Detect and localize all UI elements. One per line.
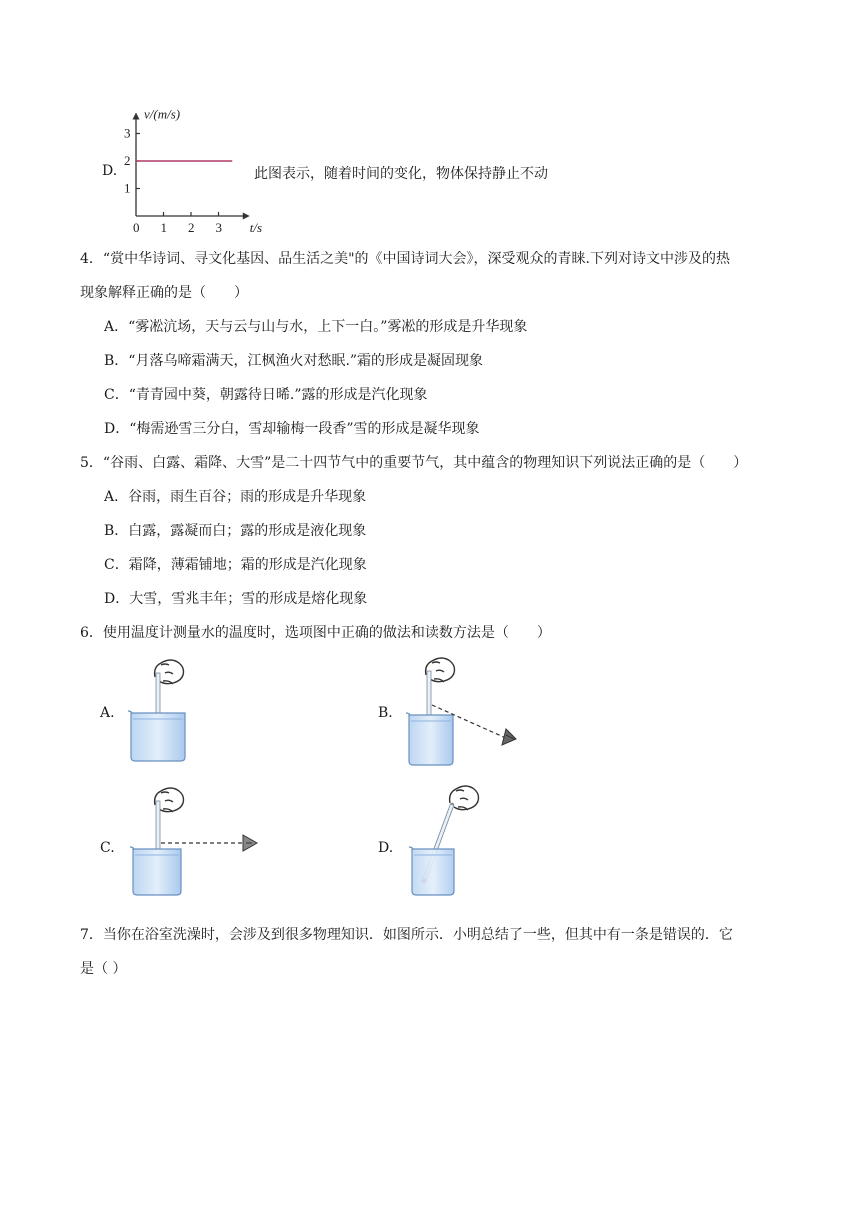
- q6-figure-c: [125, 785, 275, 897]
- q6-figure-a: [125, 655, 195, 765]
- y-tick-label: 1: [124, 180, 131, 196]
- q5-stem: 5．“谷雨、白露、霜降、大雪”是二十四节气中的重要节气，其中蕴含的物理知识下列说法正确的是（ ）: [80, 455, 748, 471]
- q6-figure-c-label: C.: [100, 840, 115, 856]
- beaker-icon: [131, 713, 185, 761]
- q4-option-b: B．“月落乌啼霜满天，江枫渔火对愁眠.”霜的形成是凝固现象: [104, 353, 484, 369]
- x-tick-label: 0: [133, 220, 140, 234]
- q6-stem: 6．使用温度计测量水的温度时，选项图中正确的做法和读数方法是（ ）: [80, 625, 551, 641]
- x-tick-label: 1: [160, 220, 167, 234]
- q4-stem-line1: 4．“赏中华诗词、寻文化基因、品生活之美"的《中国诗词大会》，深受观众的青睐.下列对诗文中涉及的热: [80, 251, 730, 267]
- beaker-icon: [133, 849, 181, 895]
- q5-option-d: D．大雪，雪兆丰年；雪的形成是熔化现象: [104, 591, 368, 607]
- q7-stem-line2: 是（ ）: [80, 961, 127, 977]
- y-tick-label: 3: [124, 125, 131, 141]
- q6-figure-a-label: A.: [100, 705, 115, 721]
- y-tick-label: 2: [124, 153, 131, 168]
- eye-icon: [502, 729, 516, 745]
- x-axis-arrow: [243, 213, 250, 220]
- q5-option-b: B．白露，露凝而白；露的形成是液化现象: [104, 523, 367, 539]
- q4-stem-line2: 现象解释正确的是（ ）: [80, 285, 248, 301]
- y-axis-label: v/(m/s): [144, 106, 181, 122]
- q4-option-c: C．“青青园中葵，朝露待日晞.”露的形成是汽化现象: [104, 387, 428, 403]
- q6-figure-b: [402, 655, 532, 773]
- hand-icon: [450, 786, 479, 810]
- q6-figure-d-label: D.: [378, 840, 394, 856]
- beaker-icon: [412, 849, 454, 895]
- q4-option-d: D．“梅需逊雪三分白，雪却输梅一段香”雪的形成是凝华现象: [104, 421, 480, 437]
- eye-icon: [243, 835, 257, 851]
- q3-option-d-letter: D.: [102, 163, 118, 179]
- q5-option-a: A．谷雨，雨生百谷；雨的形成是升华现象: [104, 489, 367, 505]
- velocity-time-chart: [118, 106, 268, 234]
- q3-option-d-description: 此图表示，随着时间的变化，物体保持静止不动: [254, 166, 548, 182]
- q6-figure-b-label: B.: [378, 705, 393, 721]
- q4-option-a: A．“雾凇沆场，天与云与山与水，上下一白。”雾凇的形成是升华现象: [104, 319, 528, 335]
- x-tick-label: 3: [215, 220, 222, 234]
- beaker-icon: [409, 715, 453, 765]
- y-axis-arrow: [133, 113, 140, 120]
- q7-stem-line1: 7．当你在浴室洗澡时，会涉及到很多物理知识．如图所示．小明总结了一些，但其中有一条是错误的．它: [80, 927, 733, 943]
- x-axis-label: t/s: [249, 220, 263, 234]
- x-tick-label: 2: [188, 220, 195, 234]
- q5-option-c: C．霜降，薄霜铺地；霜的形成是汽化现象: [104, 557, 367, 573]
- q6-figure-d: [404, 785, 504, 897]
